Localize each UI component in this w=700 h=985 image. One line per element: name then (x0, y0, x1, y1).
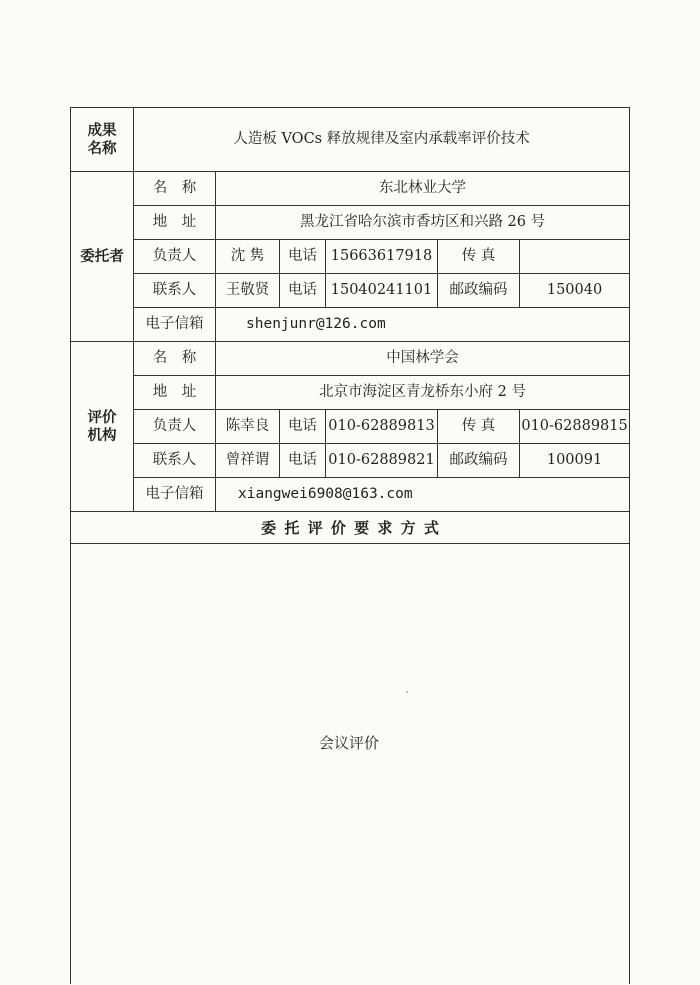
client-contact-label: 联系人 (134, 274, 216, 308)
evaluator-fax-label: 传 真 (438, 410, 520, 444)
evaluator-leader-value: 陈幸良 (216, 410, 280, 444)
client-name-value: 东北林业大学 (216, 172, 630, 206)
requirement-body (71, 544, 630, 984)
client-leader-phone-label: 电话 (280, 240, 326, 274)
evaluator-contact-phone: 010-62889821 (326, 444, 438, 478)
client-postcode-label: 邮政编码 (438, 274, 520, 308)
client-address-label: 地 址 (134, 206, 216, 240)
evaluator-name-value: 中国林学会 (216, 342, 630, 376)
client-name-row (71, 172, 630, 206)
client-email-label: 电子信箱 (134, 308, 216, 342)
evaluator-contact-label: 联系人 (134, 444, 216, 478)
evaluator-email-value: xiangwei6908@163.com (216, 478, 630, 512)
client-postcode-value: 150040 (520, 274, 630, 308)
client-leader-phone: 15663617918 (326, 240, 438, 274)
evaluator-email-label: 电子信箱 (134, 478, 216, 512)
evaluator-name-row (71, 342, 630, 376)
client-name-label: 名 称 (134, 172, 216, 206)
evaluator-address-row (71, 376, 630, 410)
client-fax-value (520, 240, 630, 274)
client-contact-phone-label: 电话 (280, 274, 326, 308)
client-leader-value: 沈 隽 (216, 240, 280, 274)
evaluation-method: 会议评价 (319, 734, 380, 752)
requirement-heading-row (71, 512, 630, 544)
requirement-heading: 委托评价要求方式 (71, 512, 630, 544)
evaluator-postcode-value: 100091 (520, 444, 630, 478)
client-fax-label: 传 真 (438, 240, 520, 274)
client-email-row (71, 308, 630, 342)
client-section-label: 委托者 (71, 172, 134, 342)
evaluator-address-value: 北京市海淀区青龙桥东小府 2 号 (216, 376, 630, 410)
client-leader-label: 负责人 (134, 240, 216, 274)
evaluator-leader-label: 负责人 (134, 410, 216, 444)
client-email-value: shenjunr@126.com (216, 308, 630, 342)
client-contact-phone: 15040241101 (326, 274, 438, 308)
evaluator-fax-value: 010-62889815 (520, 410, 630, 444)
client-address-value: 黑龙江省哈尔滨市香坊区和兴路 26 号 (216, 206, 630, 240)
evaluator-leader-phone: 010-62889813 (326, 410, 438, 444)
evaluator-email-row (71, 478, 630, 512)
client-contact-value: 王敬贤 (216, 274, 280, 308)
scan-speck (406, 691, 408, 693)
evaluator-leader-row (71, 410, 630, 444)
evaluator-postcode-label: 邮政编码 (438, 444, 520, 478)
result-name-label: 成果 名称 (71, 108, 134, 172)
evaluator-leader-phone-label: 电话 (280, 410, 326, 444)
evaluator-name-label: 名 称 (134, 342, 216, 376)
result-name-value: 人造板 VOCs 释放规律及室内承载率评价技术 (134, 108, 630, 172)
evaluator-address-label: 地 址 (134, 376, 216, 410)
evaluator-contact-value: 曾祥谓 (216, 444, 280, 478)
evaluator-section-label: 评价 机构 (71, 342, 134, 512)
requirement-body-row (71, 544, 630, 984)
title-row (71, 108, 630, 172)
evaluation-form-table (70, 107, 630, 984)
evaluator-contact-row (71, 444, 630, 478)
client-contact-row (71, 274, 630, 308)
client-leader-row (71, 240, 630, 274)
client-address-row (71, 206, 630, 240)
evaluator-contact-phone-label: 电话 (280, 444, 326, 478)
